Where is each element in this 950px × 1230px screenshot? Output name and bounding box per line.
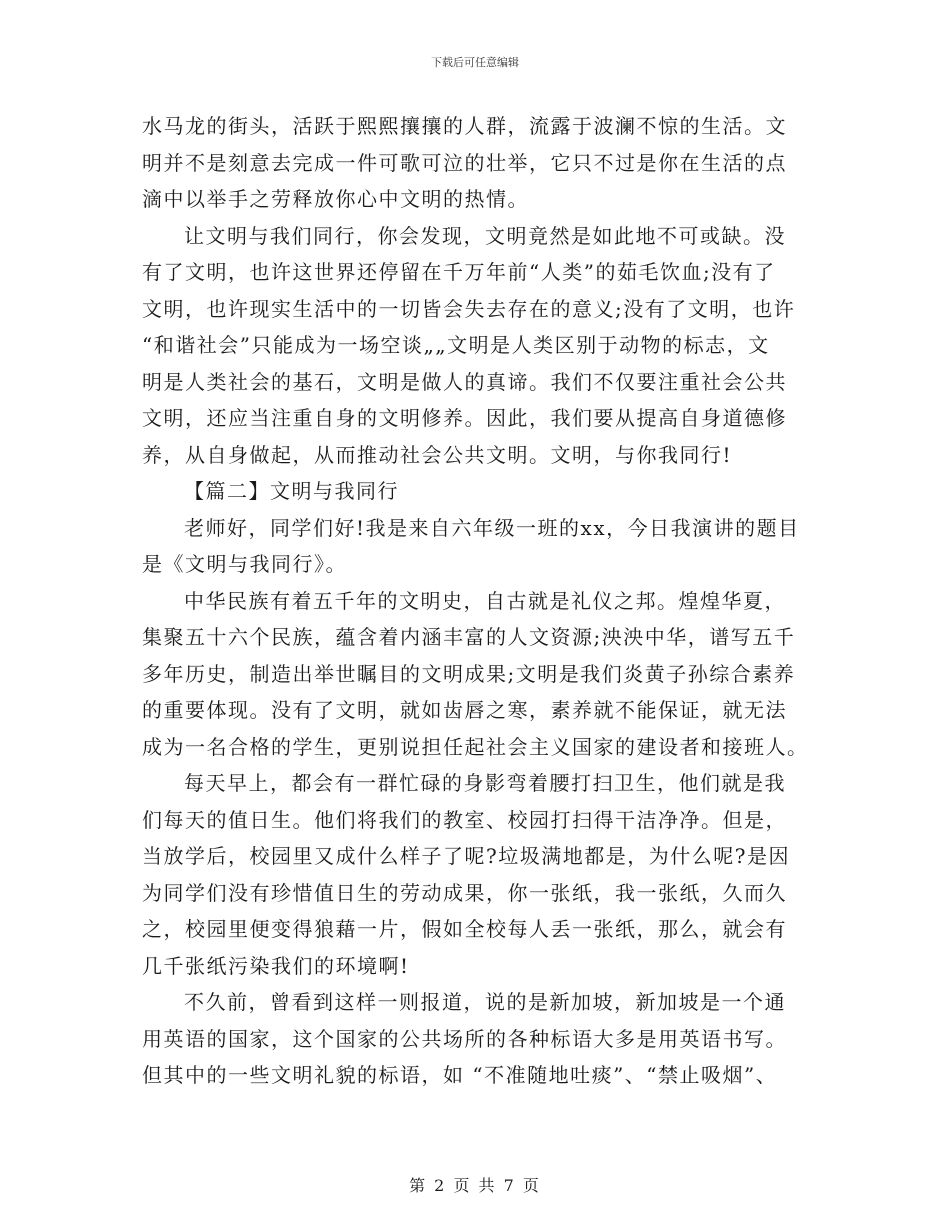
paragraph [142, 108, 822, 218]
document-body [142, 108, 822, 1094]
text-line: 水马龙的街头，活跃于熙熙攘攘的人群，流露于波澜不惊的生活。文 [142, 114, 787, 138]
text-line: 是《文明与我同行》。 [142, 552, 347, 576]
text-line: 不久前，曾看到这样一则报道，说的是新加坡，新加坡是一个通 [184, 990, 786, 1014]
text-line: 【篇二】文明与我同行 [184, 479, 399, 503]
text-line: 明是人类社会的基石，文明是做人的真谛。我们不仅要注重社会公共 [142, 369, 787, 394]
text-line: 当放学后，校园里又成什么样子了呢?垃圾满地都是，为什么呢?是因 [142, 844, 790, 868]
text-line: 成为一名合格的学生，更别说担任起社会主义国家的建设者和接班人。 [142, 734, 809, 759]
paragraph [142, 473, 822, 510]
text-line: 们每天的值日生。他们将我们的教室、校园打扫得干洁净净。但是， [142, 807, 787, 832]
page-footer: 第 2 页 共 7 页 [409, 1176, 541, 1195]
text-line: 老师好，同学们好!我是来自六年级一班的xx，今日我演讲的题目 [184, 515, 800, 540]
text-line: 滴中以举手之劳释放你心中文明的热情。 [142, 187, 529, 211]
text-line: 但其中的一些文明礼貌的标语，如 “不准随地吐痰”、“禁止吸烟”、 [142, 1063, 778, 1087]
text-line: 每天早上，都会有一群忙碌的身影弯着腰打扫卫生，他们就是我 [184, 771, 786, 795]
text-line: 养，从自身做起，从而推动社会公共文明。文明，与你我同行! [142, 442, 733, 467]
text-line: 用英语的国家，这个国家的公共场所的各种标语大多是用英语书写。 [142, 1026, 787, 1051]
text-line: 为同学们没有珍惜值日生的劳动成果，你一张纸，我一张纸，久而久 [142, 880, 787, 905]
text-line: “和谐社会”只能成为一场空谈„„文明是人类区别于动物的标志，文 [142, 333, 770, 357]
text-line: 文明，也许现实生活中的一切皆会失去存在的意义;没有了文明，也许 [142, 296, 796, 321]
text-line: 有了文明，也许这世界还停留在千万年前“人类”的茹毛饮血;没有了 [142, 260, 776, 284]
page-header: 下载后可任意编辑 [431, 56, 519, 69]
text-line: 几千张纸污染我们的环境啊! [142, 953, 410, 978]
text-line: 的重要体现。没有了文明，就如齿唇之寒，素养就不能保证，就无法 [142, 698, 787, 722]
paragraph [142, 510, 822, 583]
paragraph [142, 583, 822, 766]
text-line: 让文明与我们同行，你会发现，文明竟然是如此地不可或缺。没 [184, 223, 786, 248]
text-line: 中华民族有着五千年的文明史，自古就是礼仪之邦。煌煌华夏， [184, 588, 786, 613]
text-line: 集聚五十六个民族，蕴含着内涵丰富的人文资源;泱泱中华，谱写五千 [142, 625, 796, 649]
paragraph [142, 218, 822, 474]
text-line: 文明，还应当注重自身的文明修养。因此，我们要从提高自身道德修 [142, 406, 787, 430]
text-line: 明并不是刻意去完成一件可歌可泣的壮举，它只不过是你在生活的点 [142, 150, 787, 175]
paragraph [142, 765, 822, 984]
paragraph [142, 984, 822, 1094]
text-line: 之，校园里便变得狼藉一片，假如全校每人丢一张纸，那么，就会有 [142, 917, 787, 941]
text-line: 多年历史，制造出举世瞩目的文明成果;文明是我们炎黄子孙综合素养 [142, 661, 796, 686]
